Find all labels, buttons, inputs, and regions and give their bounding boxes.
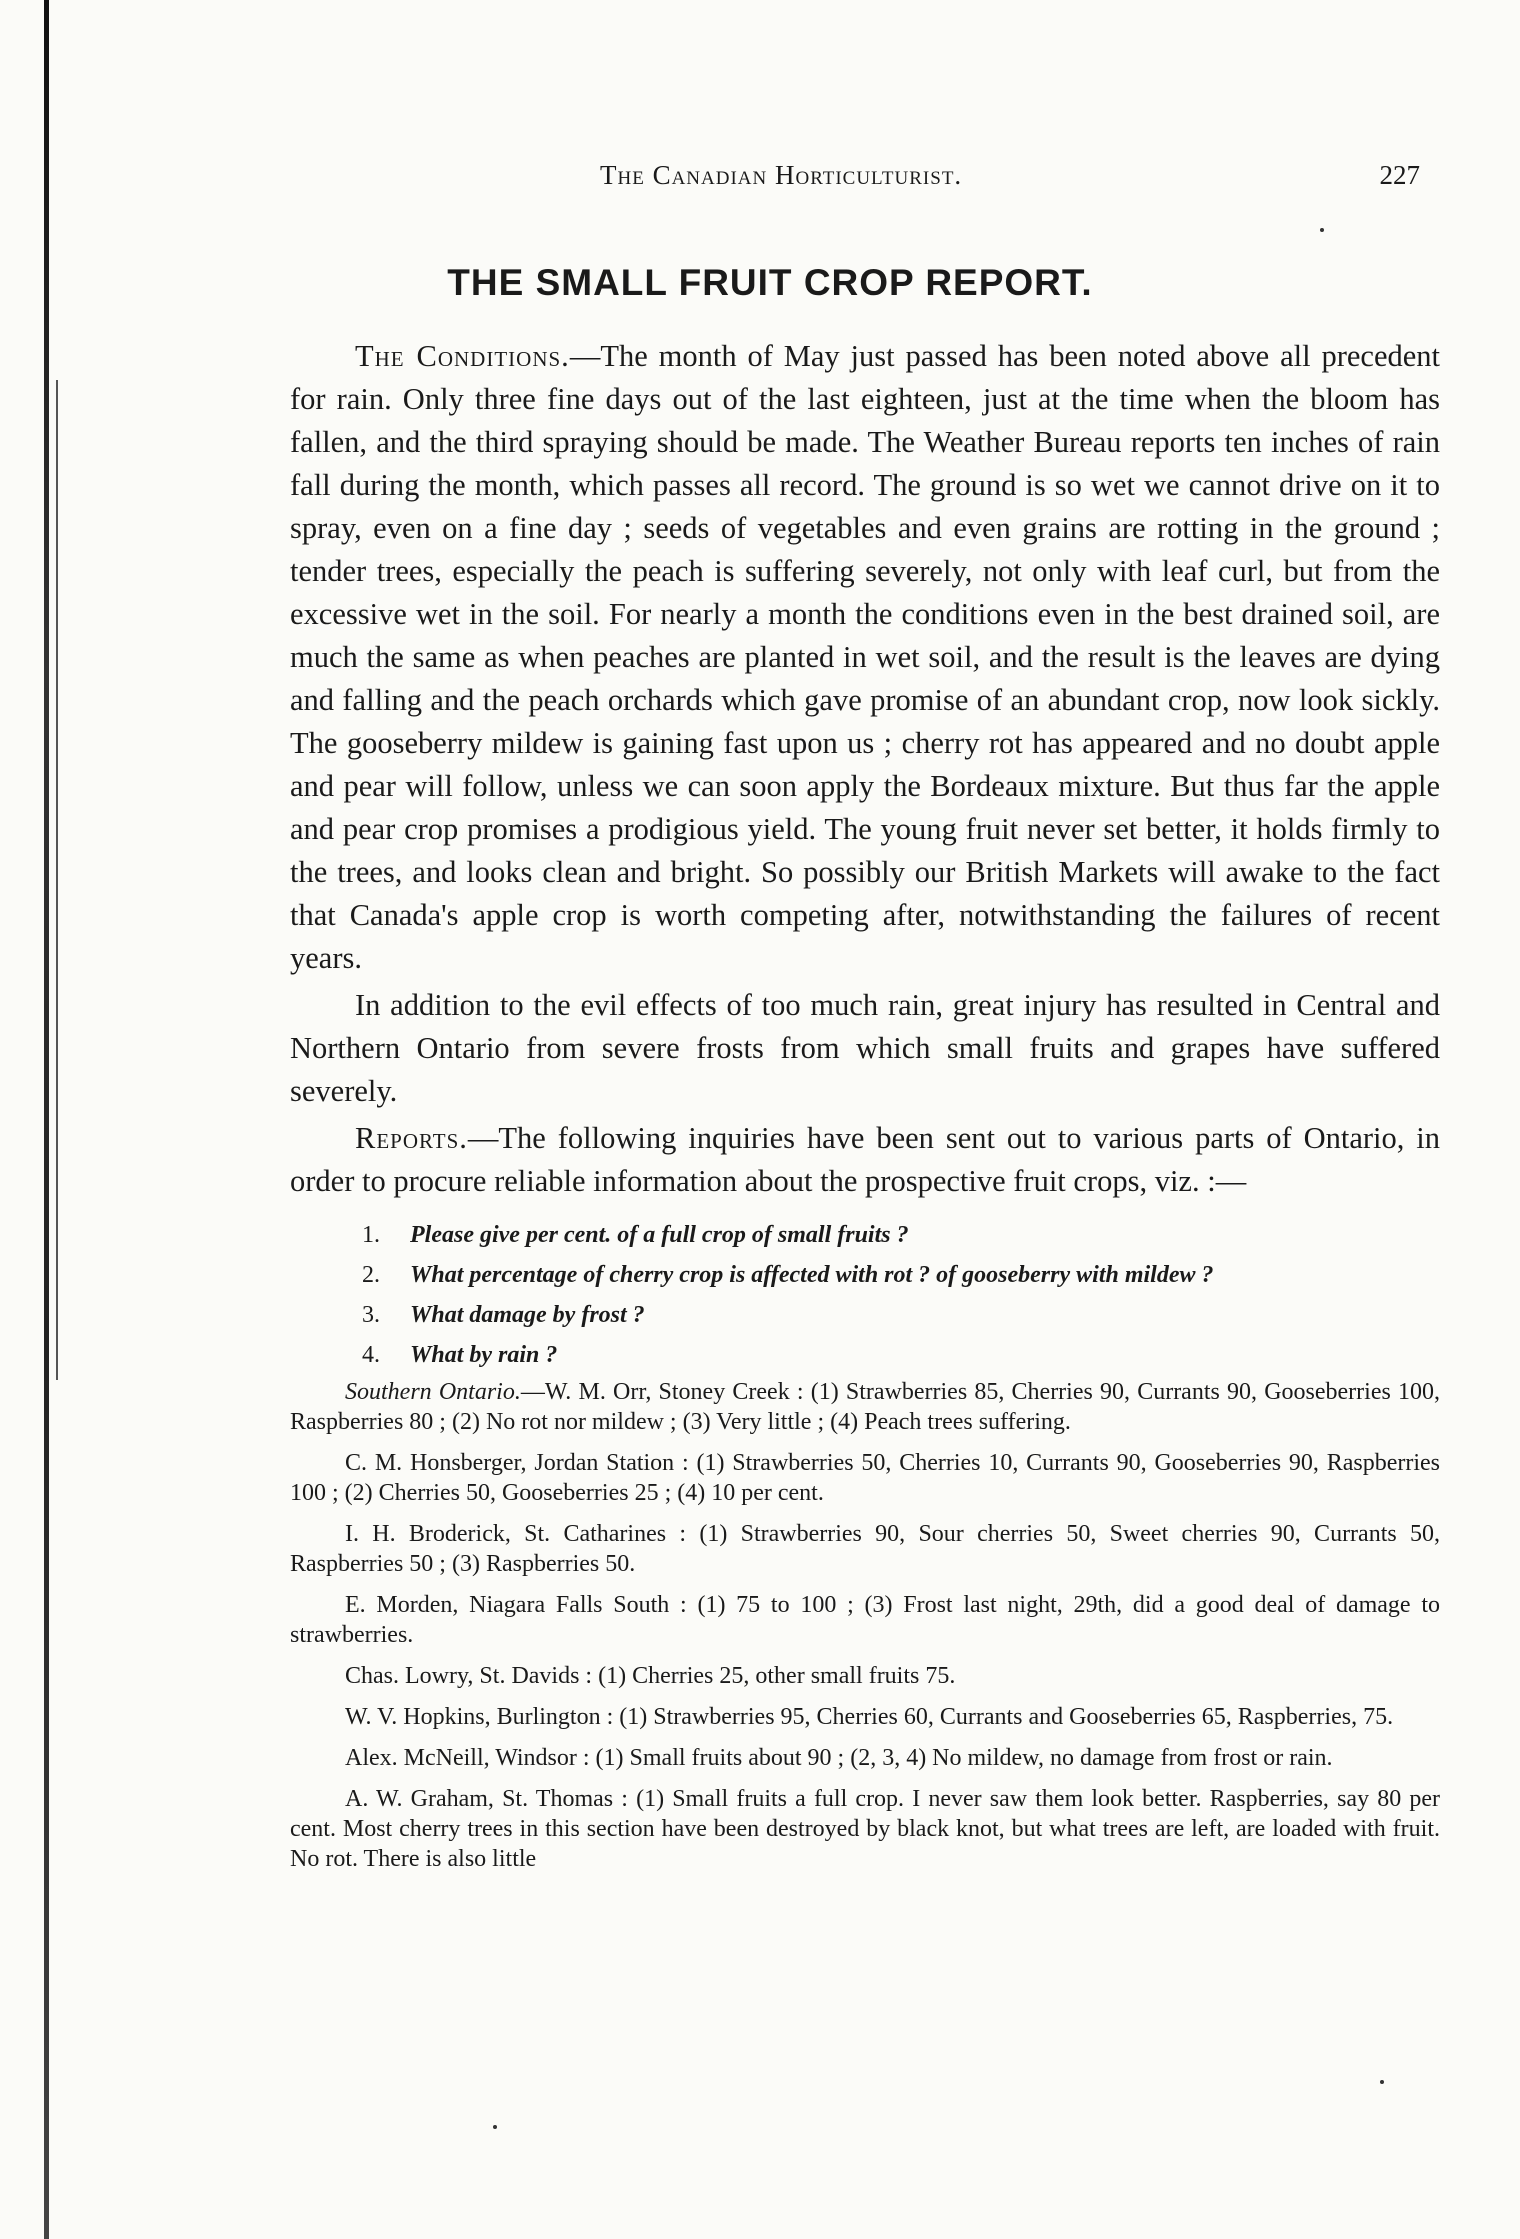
print-speck (1380, 2080, 1384, 2084)
inquiry-text: What damage by frost ? (410, 1302, 645, 1328)
reports-intro-paragraph (290, 1117, 1440, 1203)
inquiry-number: 3. (362, 1302, 380, 1328)
report-list (290, 1377, 1440, 1874)
report-entry: E. Morden, Niagara Falls South : (1) 75 to 100 ; (3) Frost last night, 29th, did a good deal of damage to strawberries. (290, 1592, 1440, 1648)
inquiry-item (290, 1295, 1440, 1335)
inquiry-item (290, 1335, 1440, 1375)
conditions-lead: The Conditions. (355, 339, 570, 373)
inquiry-text: What by rain ? (410, 1342, 558, 1368)
reports-lead: Reports. (355, 1121, 468, 1155)
report-entry: Alex. McNeill, Windsor : (1) Small fruits about 90 ; (2, 3, 4) No mildew, no damage from frost or rain. (345, 1745, 1333, 1771)
report-region: Southern Ontario. (345, 1379, 521, 1405)
report-text: —W. M. Orr, Stoney Creek : (1) Strawberries 85, Cherries 90, Currants 90, Gooseberries 100, Raspberries 80 ; (2) No rot nor mildew ; (3) Very little ; (4) Peach trees suffering. (290, 1379, 1441, 1435)
inquiry-number: 1. (362, 1222, 380, 1248)
inquiry-number: 2. (362, 1262, 380, 1288)
page-binding-edge (44, 0, 49, 2239)
report-entry: W. V. Hopkins, Burlington : (1) Strawberries 95, Cherries 60, Currants and Gooseberries 65, Raspberries, 75. (345, 1704, 1394, 1730)
inquiry-item (290, 1255, 1440, 1295)
reports-intro-text: —The following inquiries have been sent out to various parts of Ontario, in order to procure reliable information about the prospective fruit crops, viz. :— (290, 1121, 1440, 1198)
conditions-text: —The month of May just passed has been noted above all precedent for rain. Only three fine days out of the last eighteen, just at the time when the bloom has fallen, and the third spraying should be made. The Weather Bureau reports ten inches of rain fall during the month, which passes all record. The ground is so wet we cannot drive on it to spray, even on a fine day ; seeds of vegetables and even grains are rotting in the ground ; tender trees, especially the peach is suffering severely, not only with leaf curl, but from the excessive wet in the soil. For nearly a month the conditions even in the best drained soil, are much the same as when peaches are planted in wet soil, and the result is the leaves are dying and falling and the peach orchards which gave promise of an abundant crop, now look sickly. The gooseberry mildew is gaining fast upon us ; cherry rot has appeared and no doubt apple and pear will follow, unless we can soon apply the Bordeaux mixture. But thus far the apple and pear crop promises a prodigious yield. The young fruit never set better, it holds firmly to the trees, and looks clean and bright. So possibly our British Markets will awake to the fact that Canada's apple crop is worth competing after, notwithstanding the failures of recent years. (290, 339, 1440, 975)
page-header (300, 160, 1420, 200)
article-body (290, 335, 1440, 1885)
report-entry: I. H. Broderick, St. Catharines : (1) Strawberries 90, Sour cherries 50, Sweet cherries 90, Currants 50, Raspberries 50 ; (3) Raspberries 50. (290, 1521, 1440, 1577)
inquiry-text: Please give per cent. of a full crop of small fruits ? (410, 1222, 909, 1248)
page-binding-shadow (56, 380, 58, 1380)
inquiry-list (290, 1215, 1440, 1375)
report-entry: A. W. Graham, St. Thomas : (1) Small fruits a full crop. I never saw them look better. Raspberries, say 80 per cent. Most cherry trees in this section have been destroyed by black knot, but what trees are left, are loaded with fruit. No rot. There is also little (290, 1786, 1440, 1872)
conditions-paragraph (290, 335, 1440, 980)
report-entry: Chas. Lowry, St. Davids : (1) Cherries 25, other small fruits 75. (345, 1663, 956, 1689)
print-speck (1320, 228, 1324, 232)
report-entry: C. M. Honsberger, Jordan Station : (1) Strawberries 50, Cherries 10, Currants 90, Gooseberries 90, Raspberries 100 ; (2) Cherries 50, Gooseberries 25 ; (4) 10 per cent. (290, 1450, 1440, 1506)
inquiry-item (290, 1215, 1440, 1255)
print-speck (493, 2125, 497, 2129)
frost-paragraph: In addition to the evil effects of too much rain, great injury has resulted in Central and Northern Ontario from severe frosts from which small fruits and grapes have suffered severely. (290, 988, 1440, 1108)
inquiry-number: 4. (362, 1342, 380, 1368)
article-title: THE SMALL FRUIT CROP REPORT. (447, 262, 1093, 303)
running-head: The Canadian Horticulturist. (600, 160, 963, 190)
inquiry-text: What percentage of cherry crop is affected with rot ? of gooseberry with mildew ? (410, 1262, 1214, 1288)
report-entry (290, 1377, 1440, 1437)
page-number: 227 (1379, 160, 1420, 190)
